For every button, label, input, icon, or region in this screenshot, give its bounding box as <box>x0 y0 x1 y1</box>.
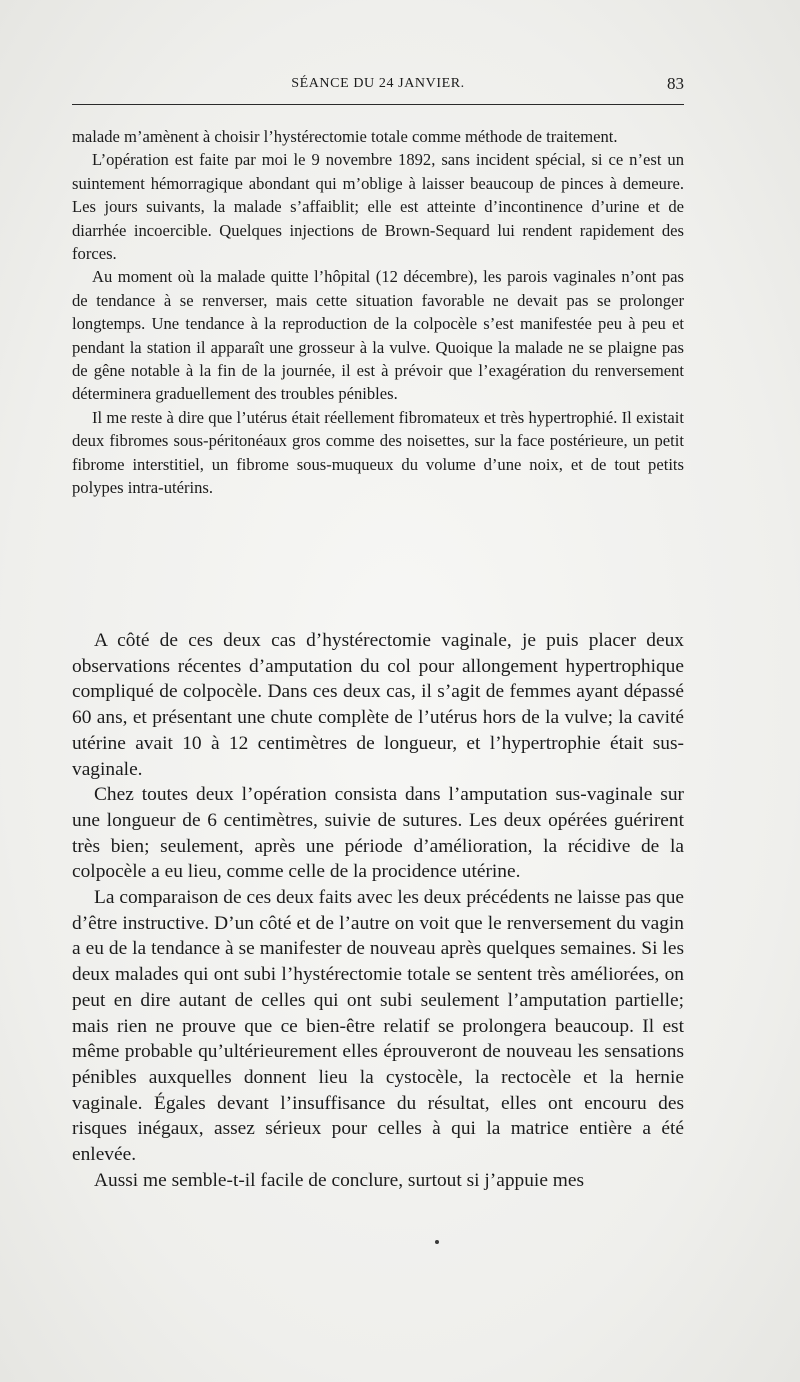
paragraph-conclusion-start: Aussi me semble-t-il facile de conclure, surtout si j’appuie mes <box>94 1169 585 1191</box>
header-rule <box>72 104 684 105</box>
paragraph-uterus: Il me reste à dire que l’utérus était réellement fibromateux et très hypertrophié. Il existait deux fibromes sous-péritonéaux gros comme des noisettes, sur la face postérieure, un petit fibrome interstitiel, un fibrome sous-muqueux du volume d’une noix, et de tout petits polypes intra-utérins. <box>72 407 684 498</box>
running-title: SÉANCE DU 24 JANVIER. <box>291 76 465 91</box>
paragraph-continued: malade m’amènent à choisir l’hystérectomie totale comme méthode de traitement. <box>72 127 618 146</box>
paragraph-operation: L’opération est faite par moi le 9 novembre 1892, sans incident spécial, si ce n’est un suintement hémorragique abondant qui m’oblige à laisser beaucoup de pinces à demeure. Les jours suivants, la malade s’affaiblit; elle est atteinte d’incontinence d’urine et de diarrhée incoercible. Quelques injections de Brown-Sequard lui rendent rapidement des forces. <box>72 150 684 264</box>
page-number: 83 <box>667 74 684 93</box>
ink-speck <box>435 1240 439 1244</box>
paragraph-amputation-cases: A côté de ces deux cas d’hystérectomie vaginale, je puis placer deux observations récentes d’amputation du col pour allongement hypertrophique compliqué de colpocèle. Dans ces deux cas, il s’agit de femmes ayant dépassé 60 ans, et présentant une chute complète de l’utérus hors de la vulve; la cavité utérine avait 10 à 12 centimètres de longueur, et l’hypertrophie était sus-vaginale. <box>72 630 684 780</box>
text-block-small <box>72 125 684 500</box>
paragraph-discharge: Au moment où la malade quitte l’hôpital (12 décembre), les parois vaginales n’ont pas de tendance à se renverser, mais cette situation favorable ne devait pas se prolonger longtemps. Une tendance à la reproduction de la colpocèle s’est manifestée peu à peu et pendant la station il apparaît une grosseur à la vulve. Quoique la malade ne se plaigne pas de gêne notable à la fin de la journée, il est à prévoir que l’exagération du renversement déterminera graduellement des troubles pénibles. <box>72 267 684 404</box>
page-header <box>72 74 684 98</box>
paragraph-operation-details: Chez toutes deux l’opération consista dans l’amputation sus-vaginale sur une longueur de 6 centimètres, suivie de sutures. Les deux opérées guérirent très bien; seulement, après une période d’amélioration, la récidive de la colpocèle a eu lieu, comme celle de la procidence utérine. <box>72 784 684 883</box>
paragraph-comparison: La comparaison de ces deux faits avec les deux précédents ne laisse pas que d’être instructive. D’un côté et de l’autre on voit que le renversement du vagin a eu de la tendance à se manifester de nouveau après quelques semaines. Si les deux malades qui ont subi l’hystérectomie totale se sentent très améliorées, on peut en dire autant de celles qui ont subi seulement l’amputation partielle; mais rien ne prouve que ce bien-être relatif se prolongera beaucoup. Il est même probable qu’ultérieurement elles éprouveront de nouveau les sensations pénibles auxquelles donnent lieu la cystocèle, la rectocèle et la hernie vaginale. Égales devant l’insuffisance du résultat, elles ont encouru des risques inégaux, assez sérieux pour celles à qui la matrice entière a été enlevée. <box>72 887 684 1166</box>
text-block-large <box>72 628 684 1193</box>
